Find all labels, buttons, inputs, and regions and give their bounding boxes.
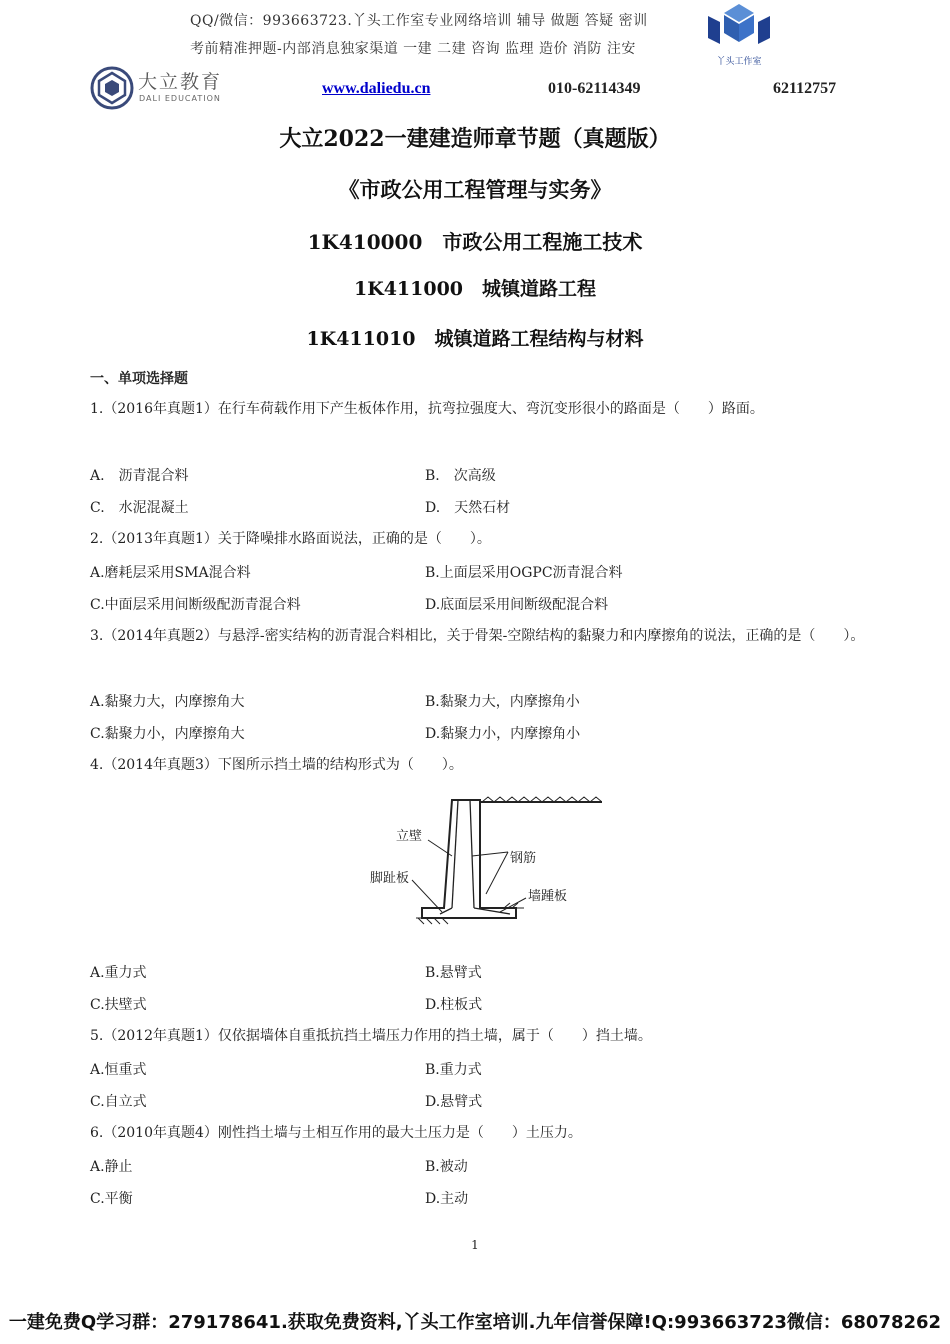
option-d: D. 天然石材 [425,500,511,516]
option-a: A.静止 [90,1159,133,1175]
chapter-title: 1K410000 市政公用工程施工技术 [307,230,643,254]
section-title: 1K411000 城镇道路工程 [353,278,597,300]
website-link[interactable]: www.daliedu.cn [322,80,431,97]
option-c: C.扶壁式 [90,997,147,1013]
option-b: B.被动 [425,1159,468,1175]
document-title: 大立2022一建建造师章节题（真题版） [279,126,671,152]
option-c: C.黏聚力小，内摩擦角大 [90,726,245,742]
wall-label: 立壁 [396,829,423,844]
question-stem: 1.（2016年真题1）在行车荷载作用下产生板体作用，抗弯拉强度大、弯沉变形很小的路面是（ ）路面。 [90,401,764,417]
ad-line-1: QQ/微信：993663723.丫头工作室专业网络培训 辅导 做题 答疑 密训 [190,13,648,29]
page-number: 1 [471,1238,479,1252]
option-a: A.黏聚力大，内摩擦角大 [90,694,245,710]
option-b: B.重力式 [425,1062,482,1078]
option-c: C.平衡 [90,1191,133,1207]
question-section-heading: 一、单项选择题 [90,371,188,387]
phone-number-1: 010-62114349 [548,80,641,97]
option-a: A. 沥青混合料 [90,468,189,484]
option-b: B.悬臂式 [425,965,482,981]
option-d: D.悬臂式 [425,1094,483,1110]
question-stem: 5.（2012年真题1）仅依据墙体自重抵抗挡土墙压力作用的挡土墙，属于（ ）挡土墙。 [90,1028,652,1044]
subject-title: 《市政公用工程管理与实务》 [338,177,612,202]
question-stem: 2.（2013年真题1）关于降噪排水路面说法，正确的是（ ）。 [90,531,491,547]
option-c: C.中面层采用间断级配沥青混合料 [90,597,301,613]
option-d: D.黏聚力小，内摩擦角小 [425,726,581,742]
ad-line-2: 考前精准押题-内部消息独家渠道 一建 二建 咨询 监理 造价 消防 注安 [190,41,636,57]
question-stem: 6.（2010年真题4）刚性挡土墙与土相互作用的最大土压力是（ ）土压力。 [90,1125,582,1141]
option-a: A.重力式 [90,965,147,981]
option-d: D.主动 [425,1191,469,1207]
subsection-title: 1K411010 城镇道路工程结构与材料 [306,328,644,350]
question-stem: 4.（2014年真题3）下图所示挡土墙的结构形式为（ ）。 [90,757,463,773]
option-d: D.底面层采用间断级配混合料 [425,597,609,613]
option-a: A.恒重式 [90,1062,147,1078]
option-b: B. 次高级 [425,468,496,484]
option-a: A.磨耗层采用SMA混合料 [90,565,251,581]
option-d: D.柱板式 [425,997,483,1013]
option-b: B.黏聚力大，内摩擦角小 [425,694,580,710]
heel-slab-label: 墙踵板 [528,889,568,904]
option-b: B.上面层采用OGPC沥青混合料 [425,565,623,581]
dali-logo-icon [90,66,134,110]
brand-name: 大立教育 [138,71,223,93]
option-c: C.自立式 [90,1094,147,1110]
studio-logo-text: 丫头工作室 [716,57,762,67]
footer-banner: 一建免费Q学习群：279178641.获取免费资料,丫头工作室培训.九年信誉保障!Q:993663723微信：68078262 [8,1312,942,1333]
toe-slab-label: 脚趾板 [370,871,410,886]
studio-logo [700,2,778,68]
option-c: C. 水泥混凝土 [90,500,189,516]
question-stem: 3.（2014年真题2）与悬浮-密实结构的沥青混合料相比，关于骨架-空隙结构的黏聚力和内摩擦角的说法，正确的是（ ）。 [90,628,865,644]
rebar-label: 钢筋 [510,851,537,866]
phone-number-2: 62112757 [773,80,837,97]
brand-subtitle: DALI EDUCATION [139,94,221,103]
retaining-wall-figure [340,790,602,926]
